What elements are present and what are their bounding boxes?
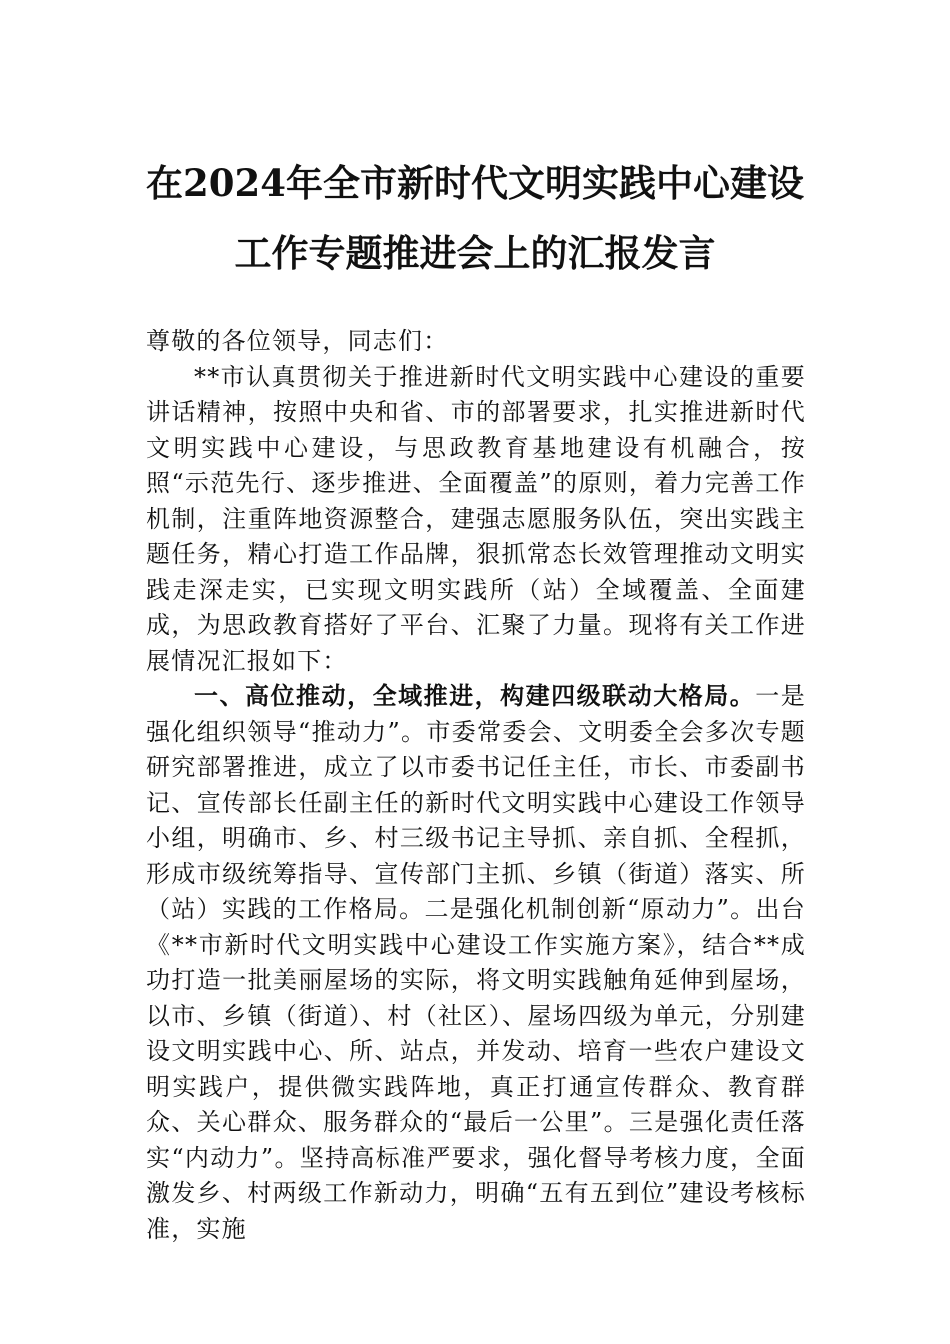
section-1-heading: 一、高位推动，全域推进，构建四级联动大格局。: [194, 682, 756, 710]
document-body: [146, 324, 806, 1247]
document-title: 在2024年全市新时代文明实践中心建设工作专题推进会上的汇报发言: [146, 161, 804, 275]
section-1-paragraph: [146, 679, 806, 1247]
salutation: 尊敬的各位领导，同志们：: [146, 327, 449, 355]
intro-paragraph: **市认真贯彻关于推进新时代文明实践中心建设的重要讲话精神，按照中央和省、市的部署要求，扎实推进新时代文明实践中心建设，与思政教育基地建设有机融合，按照“示范先行、逐步推进、全面覆盖”的原则，着力完善工作机制，注重阵地资源整合，建强志愿服务队伍，突出实践主题任务，精心打造工作品牌，狠抓常态长效管理推动文明实践走深走实，已实现文明实践所（站）全域覆盖、全面建成，为思政教育搭好了平台、汇聚了力量。现将有关工作进展情况汇报如下：: [146, 362, 806, 675]
section-1-body: 一是强化组织领导“推动力”。市委常委会、文明委全会多次专题研究部署推进，成立了以市委书记任主任，市长、市委副书记、宣传部长任副主任的新时代文明实践中心建设工作领导小组，明确市、乡、村三级书记主导抓、亲自抓、全程抓，形成市级统筹指导、宣传部门主抓、乡镇（街道）落实、所（站）实践的工作格局。二是强化机制创新“原动力”。出台《**市新时代文明实践中心建设工作实施方案》，结合**成功打造一批美丽屋场的实际，将文明实践触角延伸到屋场，以市、乡镇（街道）、村（社区）、屋场四级为单元，分别建设文明实践中心、所、站点，并发动、培育一些农户建设文明实践户，提供微实践阵地，真正打通宣传群众、教育群众、关心群众、服务群众的“最后一公里”。三是强化责任落实“内动力”。坚持高标准严要求，强化督导考核力度，全面激发乡、村两级工作新动力，明确“五有五到位”建设考核标准，实施: [146, 682, 806, 1243]
